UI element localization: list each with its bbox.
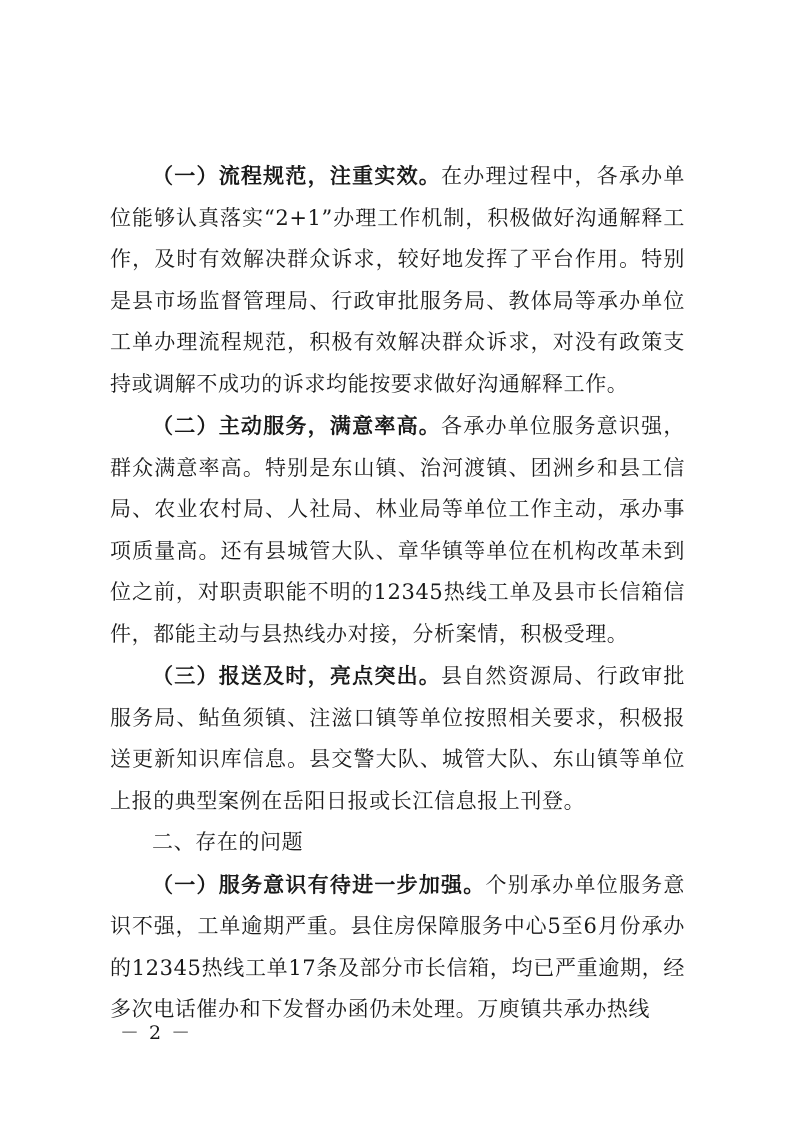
paragraph-heading: （三）报送及时，亮点突出。 [152,663,442,688]
paragraph-text: 各承办单位服务意识强，群众满意率高。特别是东山镇、治河渡镇、团洲乡和县工信局、农业农村局、人社局、林业局等单位工作主动，承办事项质量高。还有县城管大队、章华镇等单位在机构改革未到位之前，对职责职能不明的12345热线工单及县市长信箱信件，都能主动与县热线办对接，分析案情，积极受理。 [110,414,685,646]
document-body [110,155,685,1031]
paragraph-heading: （一）流程规范，注重实效。 [152,163,442,188]
section-heading: 二、存在的问题 [152,830,304,854]
paragraph-process-standard [110,155,685,405]
paragraph-text: 县自然资源局、行政审批服务局、鲇鱼须镇、注滋口镇等单位按照相关要求，积极报送更新知识库信息。县交警大队、城管大队、东山镇等单位上报的典型案例在岳阳日报或长江信息报上刊登。 [110,664,685,813]
paragraph-service-awareness [110,864,685,1031]
paragraph-heading: （二）主动服务，满意率高。 [152,413,442,438]
paragraph-text: 个别承办单位服务意识不强，工单逾期严重。县住房保障服务中心5至6月份承办的12345热线工单17条及部分市长信箱，均已严重逾期，经多次电话催办和下发督办函仍未处理。万庾镇共承办热线 [110,872,686,1021]
page-number: － 2 － [120,1022,193,1044]
paragraph-heading: （一）服务意识有待进一步加强。 [152,871,486,897]
paragraph-timely-report [110,655,685,822]
paragraph-active-service [110,405,685,655]
paragraph-text: 在办理过程中，各承办单位能够认真落实“2+1”办理工作机制，积极做好沟通解释工作，及时有效解决群众诉求，较好地发挥了平台作用。特别是县市场监督管理局、行政审批服务局、教体局等承办单位工单办理流程规范，积极有效解决群众诉求，对没有政策支持或调解不成功的诉求均能按要求做好沟通解释工作。 [110,164,685,396]
